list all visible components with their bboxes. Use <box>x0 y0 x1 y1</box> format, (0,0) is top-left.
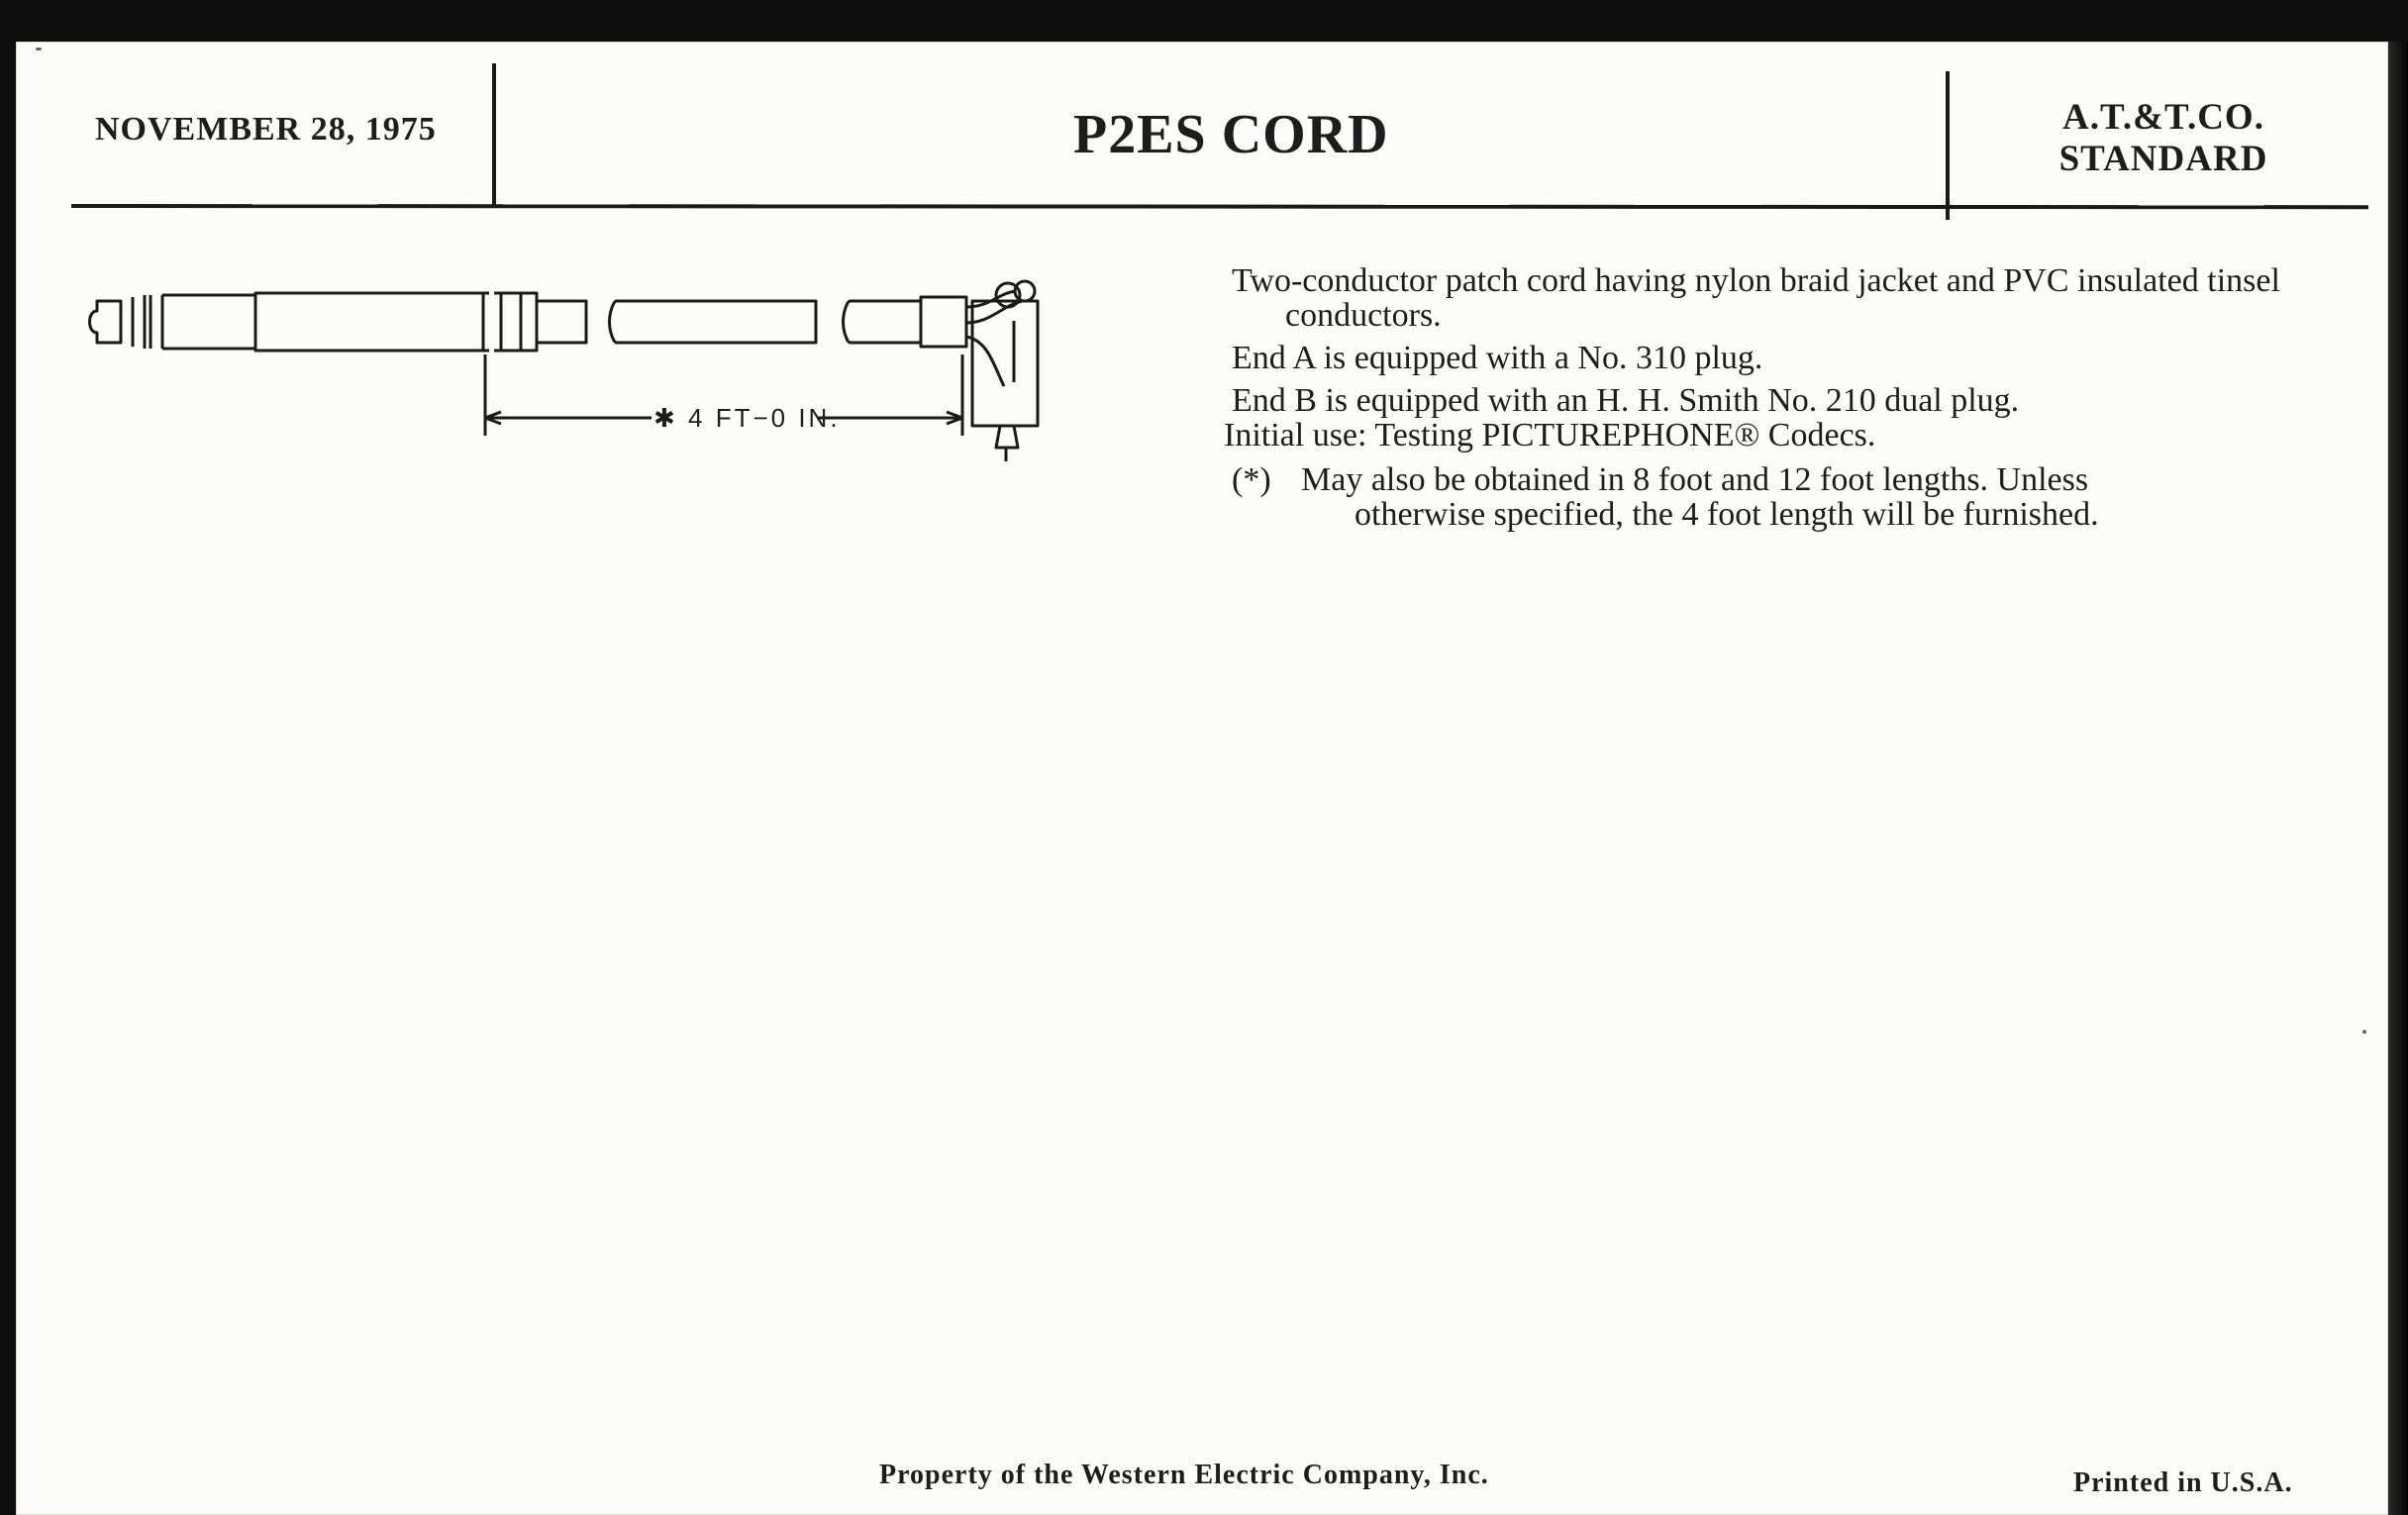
note-line-1: May also be obtained in 8 foot and 12 foot lengths. Unless <box>1301 461 2089 498</box>
note-marker: (*) <box>1232 461 1271 498</box>
description-paragraph-1: Two-conductor patch cord having nylon braid jacket and PVC insulated tinsel conductors. <box>1232 262 2280 334</box>
standard-line-2: STANDARD <box>2058 139 2268 179</box>
printed-footer: Printed in U.S.A. <box>2073 1467 2293 1498</box>
header-divider-right <box>1946 71 1950 220</box>
cord-drawing-svg <box>79 267 1089 465</box>
dual-plug-cord-icon <box>921 297 966 347</box>
dimension-left-arrow-icon <box>485 412 652 424</box>
scan-speck <box>36 48 42 50</box>
standard-label <box>2050 97 2277 180</box>
plug-handle-icon <box>255 293 483 351</box>
property-footer: Property of the Western Electric Company, Inc. <box>879 1460 1489 1490</box>
description-paragraph-2: End A is equipped with a No. 310 plug. <box>1232 340 1763 376</box>
cord-segment-1-icon <box>537 301 586 343</box>
scan-edge-shadow <box>2388 42 2408 1515</box>
plug-rings-icon <box>121 295 162 349</box>
scan-speck <box>2362 1030 2366 1034</box>
plug-tip-icon <box>90 301 122 343</box>
cord-boot-icon <box>501 293 537 351</box>
length-note <box>1232 462 2321 532</box>
note-text <box>1301 462 2271 532</box>
description-paragraph-4: Initial use: Testing PICTUREPHONE® Codecs. <box>1224 417 1876 454</box>
page-title: P2ES CORD <box>1073 104 1389 165</box>
dimension-label: ✱ 4 FT−0 IN. <box>653 403 841 433</box>
description-paragraph-3: End B is equipped with an H. H. Smith No. 210 dual plug. <box>1232 382 2020 419</box>
header-divider-left <box>492 63 496 208</box>
header-date: NOVEMBER 28, 1975 <box>95 111 437 148</box>
standard-line-1: A.T.&T.CO. <box>2062 97 2264 138</box>
cord-drawing <box>79 267 1089 465</box>
note-line-2: otherwise specified, the 4 foot length will be furnished. <box>1354 496 2099 533</box>
cord-break-2-icon <box>844 301 922 343</box>
dual-plug-pin-icon <box>996 321 1018 461</box>
cord-break-1-icon <box>610 301 817 343</box>
cord-description <box>1224 262 2321 533</box>
plug-sleeve-icon <box>162 295 255 349</box>
plug-collar-icon <box>483 293 501 351</box>
